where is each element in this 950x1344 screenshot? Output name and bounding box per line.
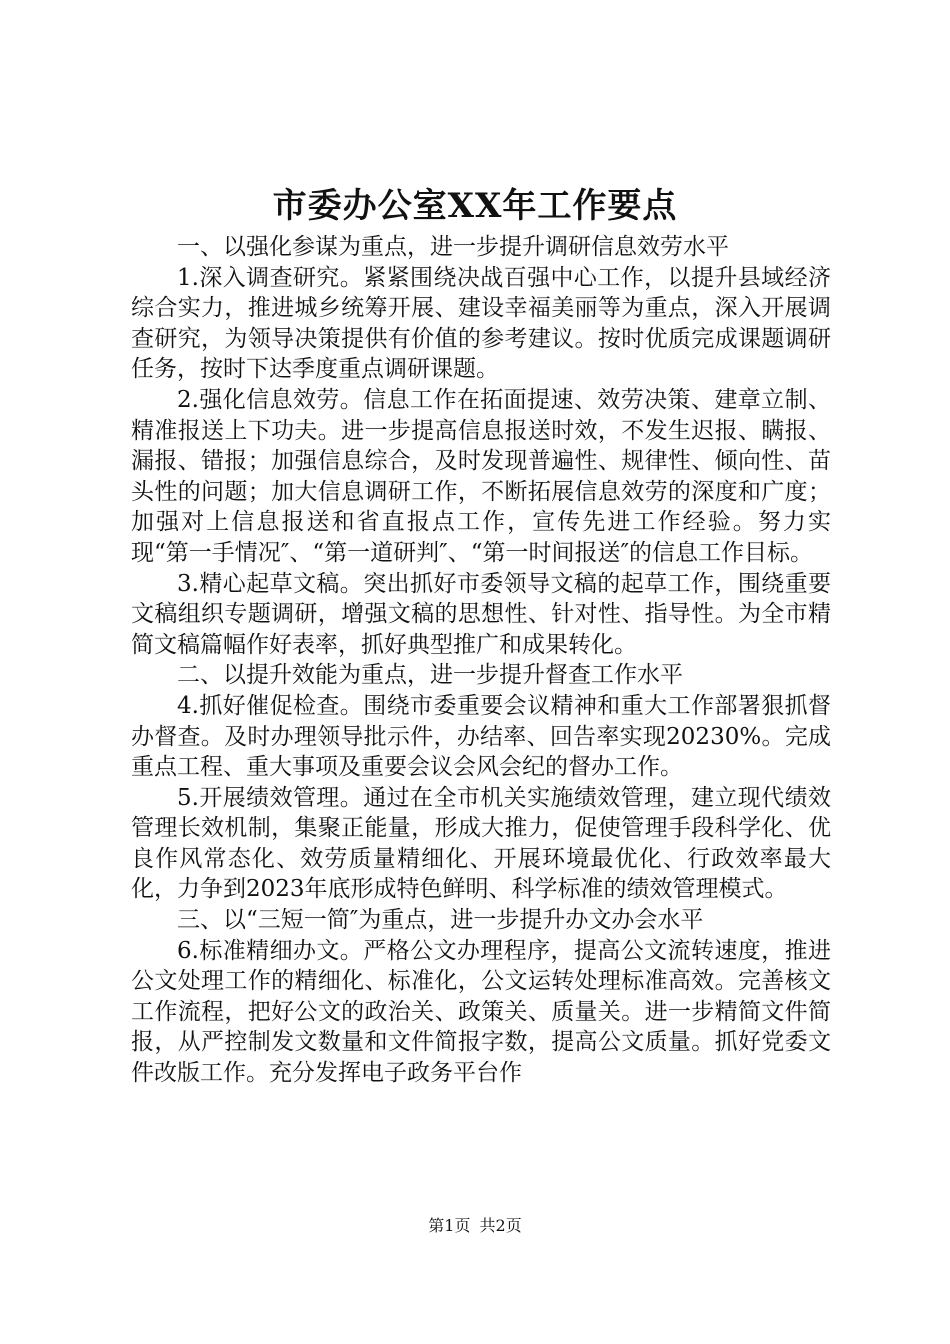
document-title: 市委办公室XX年工作要点: [272, 186, 678, 226]
page-total: 共2页: [479, 1216, 522, 1235]
section-heading-3: 三、以“三短一简″为重点，进一步提升办文办会水平: [177, 907, 704, 934]
paragraph-3: 3.精心起草文稿。突出抓好市委领导文稿的起草工作，围绕重要文稿组织专题调研，增强文稿的思想性、针对性、指导性。为全市精简文稿篇幅作好表率，抓好典型推广和成果转化。: [131, 570, 831, 658]
paragraph-5: 5.开展绩效管理。通过在全市机关实施绩效管理，建立现代绩效管理长效机制，集聚正能量，形成大推力，促使管理手段科学化、优良作风常态化、效劳质量精细化、开展环境最优化、行政效率最大化，力争到2023年底形成特色鲜明、科学标准的绩效管理模式。: [131, 784, 831, 903]
paragraph-2: 2.强化信息效劳。信息工作在拓面提速、效劳决策、建章立制、精准报送上下功夫。进一步提高信息报送时效，不发生迟报、瞒报、漏报、错报；加强信息综合，及时发现普遍性、规律性、倾向性、苗头性的问题；加大信息调研工作，不断拓展信息效劳的深度和广度；加强对上信息报送和省直报点工作，宣传先进工作经验。努力实现“第一手情况″、“第一道研判″、“第一时间报送″的信息工作目标。: [131, 386, 831, 566]
paragraph-4: 4.抓好催促检查。围绕市委重要会议精神和重大工作部署狠抓督办督查。及时办理领导批示件，办结率、回告率实现20230%。完成重点工程、重大事项及重要会议会风会纪的督办工作。: [131, 692, 831, 781]
section-heading-1: 一、以强化参谋为重点，进一步提升调研信息效劳水平: [177, 234, 729, 260]
document-body: [131, 232, 831, 1089]
page-number: 第1页: [428, 1216, 471, 1235]
paragraph-1: 1.深入调查研究。紧紧围绕决战百强中心工作，以提升县域经济综合实力，推进城乡统筹开展、建设幸福美丽等为重点，深入开展调查研究，为领导决策提供有价值的参考建议。按时优质完成课题调研任务，按时下达季度重点调研课题。: [131, 264, 831, 383]
section-heading-2: 二、以提升效能为重点，进一步提升督查工作水平: [177, 662, 683, 689]
page-footer: [0, 1214, 950, 1238]
paragraph-6: 6.标准精细办文。严格公文办理程序，提高公文流转速度，推进公文处理工作的精细化、标准化，公文运转处理标准高效。完善核文工作流程，把好公文的政治关、政策关、质量关。进一步精简文件简报，从严控制发文数量和文件简报字数，提高公文质量。抓好党委文件改版工作。充分发挥电子政务平台作: [131, 937, 831, 1087]
